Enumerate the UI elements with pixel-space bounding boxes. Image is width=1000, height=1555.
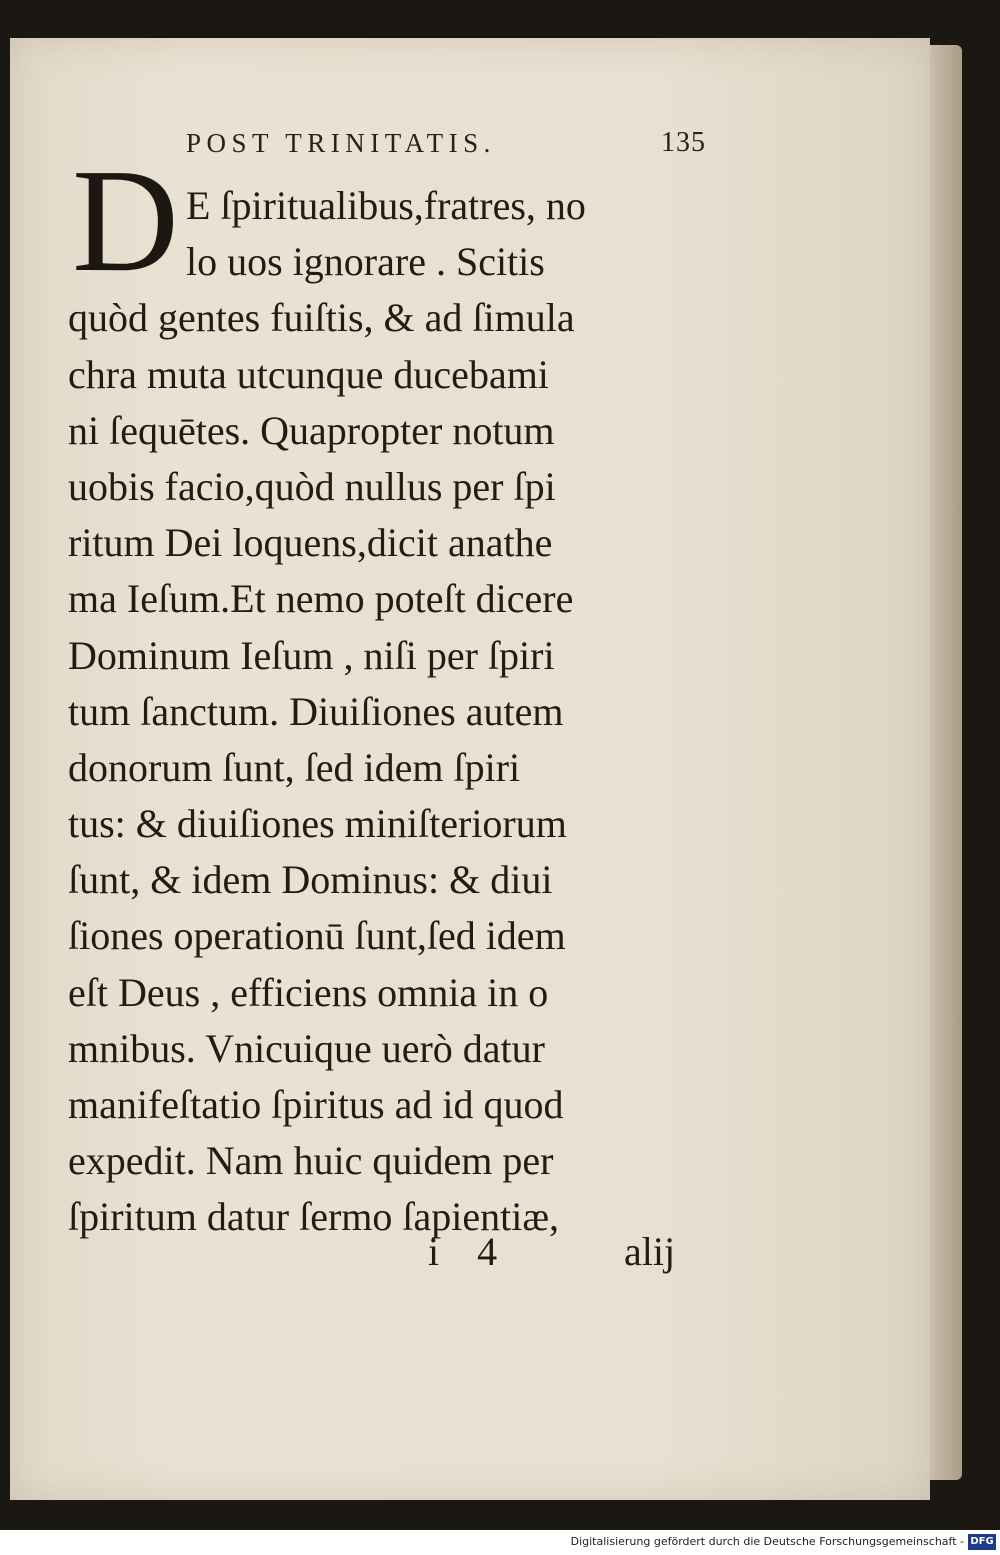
text-line: manifeſtatio ſpiritus ad id quod [68,1082,564,1127]
text-line: ma Ieſum.Et nemo poteſt dicere [68,576,574,622]
text-line: ſpiritum datur ſermo ſapientiæ, [68,1194,560,1240]
text-line: E ſpiritualibus,fratres, no [186,183,586,228]
text-line: chra muta utcunque ducebami [68,351,549,397]
text-line: uobis facio,quòd nullus per ſpi [68,463,556,509]
text-block [68,178,708,1246]
text-line: donorum ſunt, ſed idem ſpiri [68,744,521,790]
text-line: Dominum Ieſum , niſi per ſpiri [68,632,555,678]
text-line: quòd gentes fuiſtis, & ad ſimula [68,295,575,341]
text-line: lo uos ignorare . Scitis [186,239,545,285]
signature-mark: i 4 [428,1229,512,1274]
text-line: ſunt, & idem Dominus: & diui [68,857,553,903]
text-line: ſiones operationū ſunt,ſed idem [68,913,566,959]
text-line: mnibus. Vnicuique uerò datur [68,1025,545,1071]
page-header [186,128,706,168]
text-line: tus: & diuiſiones miniſteriorum [68,801,567,847]
text-line: ni ſequētes. Quapropter notum [68,407,555,453]
text-line: tum ſanctum. Diuiſiones autem [68,688,564,734]
text-line: expedit. Nam huic quidem per [68,1138,554,1184]
footer-bar [0,1530,1000,1555]
catch-line [0,1228,1000,1288]
drop-capital: D [72,168,179,274]
folio-number: 135 [661,127,706,158]
text-line: eſt Deus , efficiens omnia in o [68,969,549,1015]
text-line: ritum Dei loquens,dicit anathe [68,520,553,566]
catchword: alij [624,1229,676,1274]
dfg-logo: DFG [968,1534,996,1550]
funding-credit: Digitalisierung gefördert durch die Deutsche Forschungsgemeinschaft - [570,1535,964,1548]
running-title: POST TRINITATIS. [186,128,496,158]
